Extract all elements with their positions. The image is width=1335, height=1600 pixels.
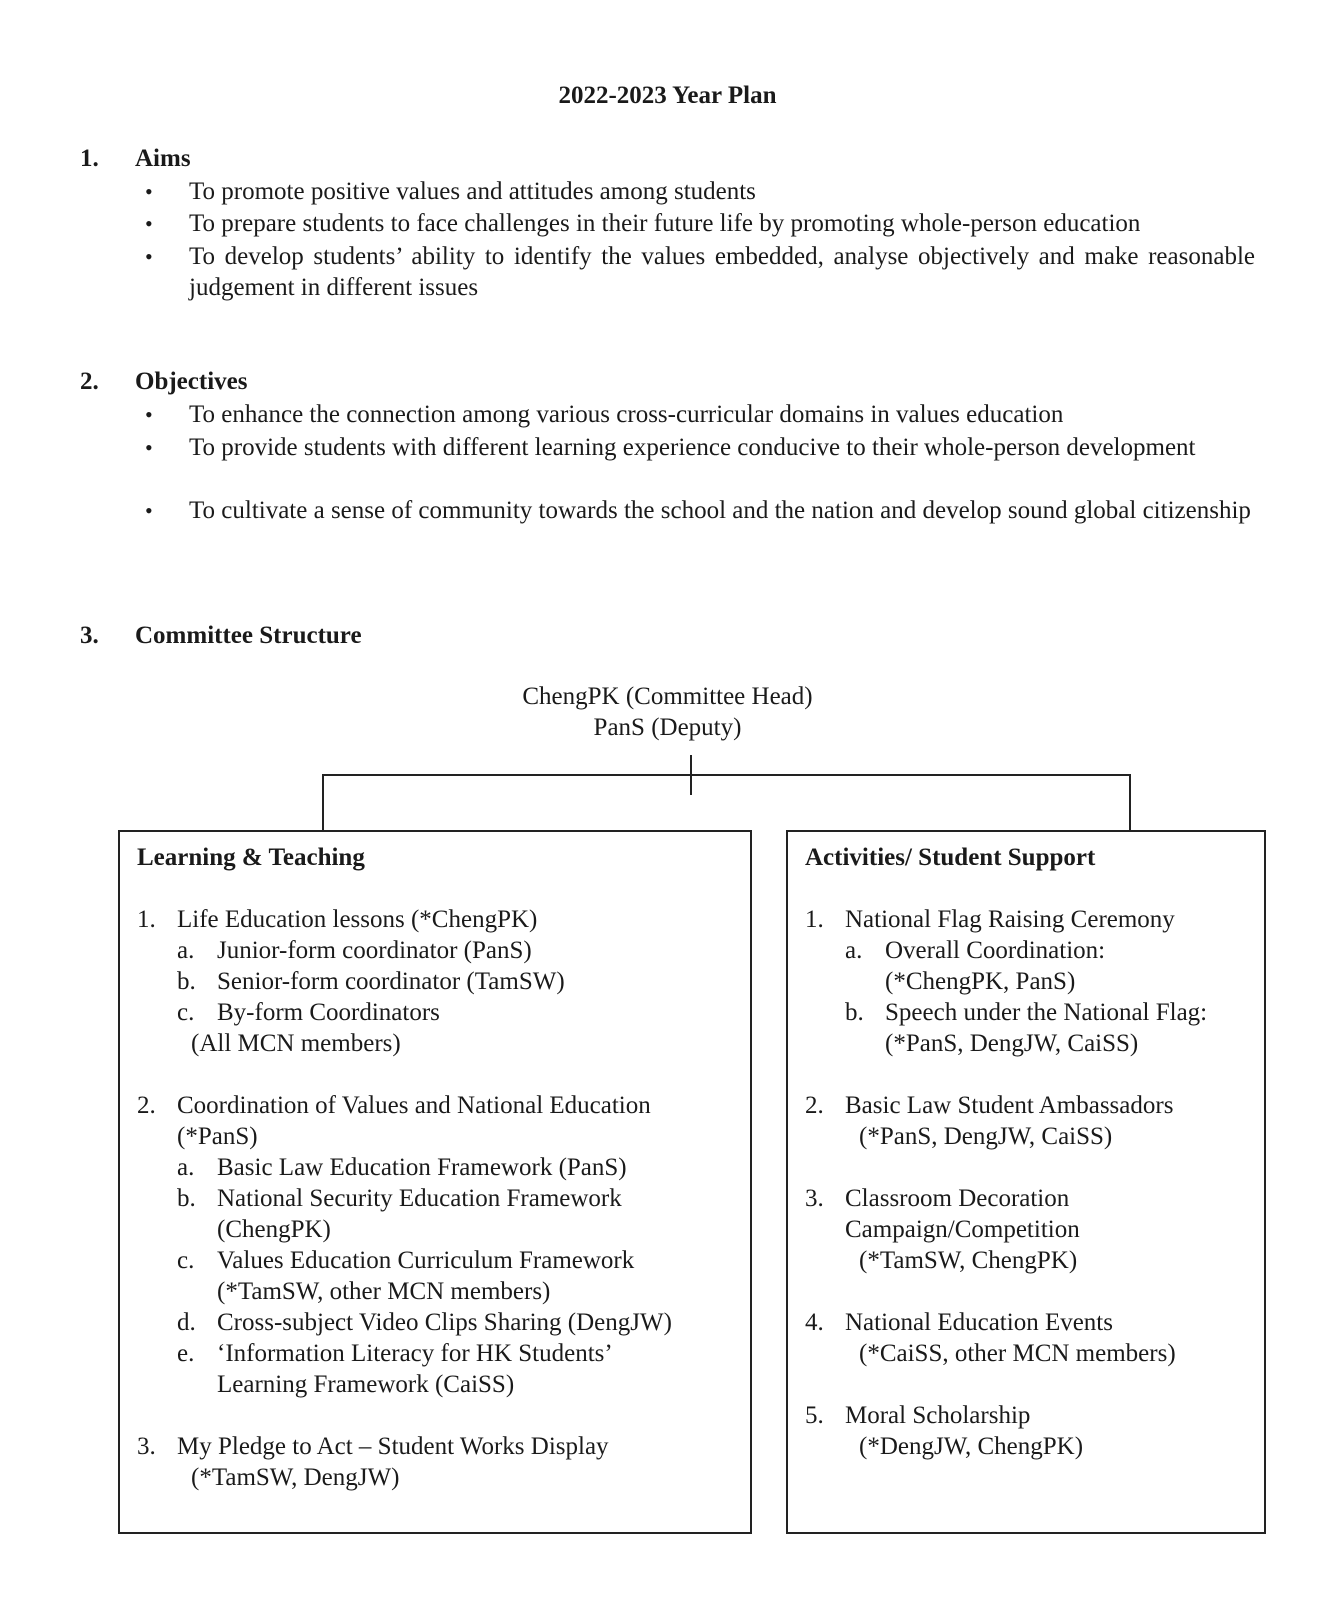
page-title: 2022-2023 Year Plan (558, 82, 777, 109)
list-letter: b. (177, 968, 196, 995)
list-item: Moral Scholarship (845, 1402, 1031, 1429)
list-item: (*DengJW, ChengPK) (859, 1433, 1084, 1460)
list-item: (*PanS, DengJW, CaiSS) (885, 1030, 1139, 1057)
list-number: 2. (137, 1092, 156, 1119)
list-item: Senior-form coordinator (TamSW) (217, 968, 565, 995)
objectives-bullet: To provide students with different learning experience conducive to their whole-person development (189, 434, 1196, 461)
list-letter: b. (177, 1185, 196, 1212)
activities-support-title: Activities/ Student Support (805, 844, 1096, 871)
list-item: (*PanS) (177, 1123, 258, 1150)
connector-line (1129, 774, 1131, 831)
committee-head: ChengPK (Committee Head) (522, 683, 813, 710)
list-letter: a. (177, 1154, 195, 1181)
section-number-objectives: 2. (80, 368, 99, 395)
bullet-icon: • (145, 211, 153, 236)
list-item: (*TamSW, ChengPK) (859, 1247, 1078, 1274)
list-number: 5. (805, 1402, 824, 1429)
learning-teaching-box (118, 830, 752, 1534)
bullet-icon: • (145, 179, 153, 204)
bullet-icon: • (145, 402, 153, 427)
connector-line (322, 774, 324, 831)
committee-deputy: PanS (Deputy) (593, 714, 742, 741)
list-letter: a. (845, 937, 863, 964)
list-item: National Flag Raising Ceremony (845, 906, 1175, 933)
bullet-icon: • (145, 498, 153, 523)
list-letter: e. (177, 1340, 195, 1367)
aims-bullet: To develop students’ ability to identify the values embedded, analyse objectively and make reasonable judgement in different issues (189, 243, 1255, 301)
list-item: Basic Law Education Framework (PanS) (217, 1154, 627, 1181)
list-number: 3. (137, 1433, 156, 1460)
aims-bullet: To promote positive values and attitudes among students (189, 178, 756, 205)
connector-line (322, 774, 1131, 776)
list-item: My Pledge to Act – Student Works Display (177, 1433, 609, 1460)
list-letter: d. (177, 1309, 196, 1336)
list-item: Speech under the National Flag: (885, 999, 1208, 1026)
list-item: Life Education lessons (*ChengPK) (177, 906, 538, 933)
list-item: (*ChengPK, PanS) (885, 968, 1076, 995)
list-item: Campaign/Competition (845, 1216, 1080, 1243)
learning-teaching-title: Learning & Teaching (137, 844, 365, 871)
list-item: Cross-subject Video Clips Sharing (DengJW) (217, 1309, 672, 1336)
list-item: (*PanS, DengJW, CaiSS) (859, 1123, 1113, 1150)
list-item: By-form Coordinators (217, 999, 440, 1026)
section-heading-structure: Committee Structure (135, 622, 362, 649)
activities-support-box (786, 830, 1266, 1534)
list-item: (ChengPK) (217, 1216, 331, 1243)
list-item: Learning Framework (CaiSS) (217, 1371, 515, 1398)
objectives-bullet: To cultivate a sense of community towards the school and the nation and develop sound global citizenship (189, 497, 1251, 524)
list-number: 3. (805, 1185, 824, 1212)
bullet-icon: • (145, 435, 153, 460)
objectives-bullet: To enhance the connection among various cross-curricular domains in values education (189, 401, 1064, 428)
section-number-structure: 3. (80, 622, 99, 649)
list-item: National Education Events (845, 1309, 1113, 1336)
list-item: (All MCN members) (191, 1030, 401, 1057)
list-letter: b. (845, 999, 864, 1026)
list-item: (*TamSW, DengJW) (191, 1464, 400, 1491)
list-item: Coordination of Values and National Education (177, 1092, 651, 1119)
list-number: 2. (805, 1092, 824, 1119)
list-letter: a. (177, 937, 195, 964)
list-item: Overall Coordination: (885, 937, 1106, 964)
list-number: 1. (805, 906, 824, 933)
list-item: Junior-form coordinator (PanS) (217, 937, 532, 964)
bullet-icon: • (145, 244, 153, 269)
list-item: Basic Law Student Ambassadors (845, 1092, 1174, 1119)
list-item: ‘Information Literacy for HK Students’ (217, 1340, 613, 1367)
section-heading-aims: Aims (135, 145, 191, 172)
section-heading-objectives: Objectives (135, 368, 248, 395)
list-item: (*TamSW, other MCN members) (217, 1278, 551, 1305)
section-number-aims: 1. (80, 145, 99, 172)
list-number: 1. (137, 906, 156, 933)
aims-bullet: To prepare students to face challenges in their future life by promoting whole-person education (189, 210, 1141, 237)
list-item: Values Education Curriculum Framework (217, 1247, 635, 1274)
list-item: Classroom Decoration (845, 1185, 1070, 1212)
list-item: (*CaiSS, other MCN members) (859, 1340, 1176, 1367)
list-letter: c. (177, 999, 195, 1026)
list-item: National Security Education Framework (217, 1185, 622, 1212)
list-number: 4. (805, 1309, 824, 1336)
list-letter: c. (177, 1247, 195, 1274)
